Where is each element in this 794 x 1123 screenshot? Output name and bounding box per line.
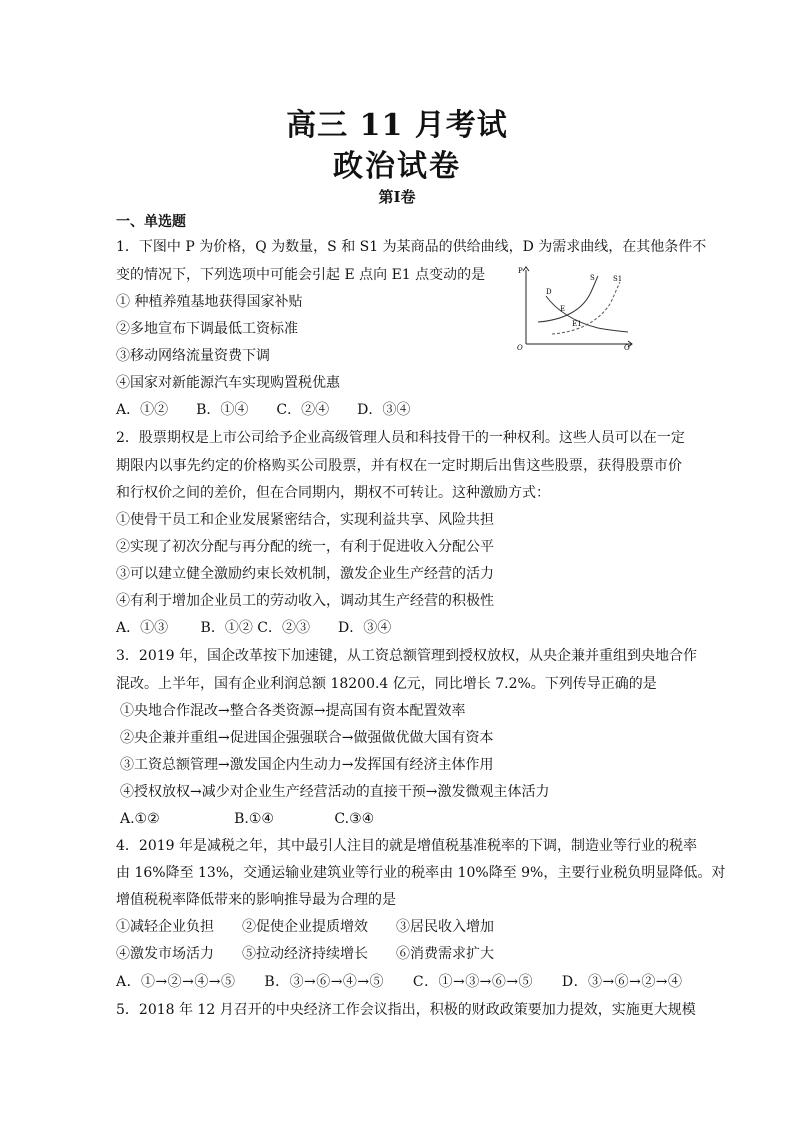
q2-stem-line-3: 和行权价之间的差价，但在合同期内，期权不可转让。这种激励方式：	[116, 485, 550, 501]
exam-title: 高三 11 月考试	[286, 108, 508, 143]
q1-item-3: ③移动网络流量资费下调	[116, 348, 270, 364]
supply-demand-graph	[514, 264, 638, 350]
q2-item-4: ④有利于增加企业员工的劳动收入，调动其生产经营的积极性	[116, 593, 494, 609]
q3-item-2: ②央企兼并重组→促进国企强强联合→做强做优做大国有资本	[120, 730, 494, 746]
q1-stem-line-1: 1．下图中 P 为价格，Q 为数量，S 和 S1 为某商品的供给曲线，D 为需求曲线，在其他条件不	[116, 239, 707, 255]
demand-curve	[546, 296, 628, 332]
q2-options: A．①③ B．①② C．②③ D．③④	[116, 620, 392, 636]
q3-options: A.①② B.①④ C.③④	[120, 811, 375, 827]
q1-stem-line-2: 变的情况下，下列选项中可能会引起 E 点向 E1 点变动的是	[116, 267, 486, 283]
label-e: E	[560, 305, 566, 313]
label-d: D	[546, 288, 552, 296]
label-origin: O	[517, 344, 523, 350]
label-q: Q	[624, 344, 630, 350]
q3-stem-line-1: 3．2019 年，国企改革按下加速键，从工资总额管理到授权放权，从央企兼并重组到央地合作	[116, 648, 697, 664]
q3-stem-line-2: 混改。上半年，国有企业利润总额 18200.4 亿元，同比增长 7.2%。下列传导正确的是	[116, 676, 657, 692]
q2-item-1: ①使骨干员工和企业发展紧密结合，实现利益共享、风险共担	[116, 512, 494, 528]
q4-stem-line-3: 增值税税率降低带来的影响推导最为合理的是	[116, 892, 396, 908]
label-e1: E1	[572, 320, 582, 328]
q5-stem-line-1: 5．2018 年 12 月召开的中央经济工作会议指出，积极的财政政策要加力提效，实施更大规模	[116, 1002, 696, 1018]
q3-item-1: ①央地合作混改→整合各类资源→提高国有资本配置效率	[120, 703, 466, 719]
q2-item-2: ②实现了初次分配与再分配的统一，有利于促进收入分配公平	[116, 539, 494, 555]
q2-stem-line-2: 期限内以事先约定的价格购买公司股票，并有权在一定时期后出售这些股票，获得股票市价	[116, 458, 682, 474]
q1-item-2: ②多地宣布下调最低工资标准	[116, 321, 298, 337]
section-heading: 一、单选题	[116, 214, 186, 230]
q2-stem-line-1: 2．股票期权是上市公司给予企业高级管理人员和科技骨干的一种权利。这些人员可以在一定	[116, 430, 685, 446]
label-p: P	[518, 267, 523, 275]
q4-options: A．①→②→④→⑤ B．③→⑥→④→⑤ C．①→③→⑥→⑤ D．③→⑥→②→④	[116, 974, 682, 990]
q4-items-row-1: ①减轻企业负担 ②促使企业提质增效 ③居民收入增加	[116, 919, 494, 935]
exam-subtitle: 政治试卷	[333, 149, 461, 184]
q2-item-3: ③可以建立健全激励约束长效机制，激发企业生产经营的活力	[116, 566, 494, 582]
q4-stem-line-2: 由 16%降至 13%，交通运输业建筑业等行业的税率由 10%降至 9%，主要行业税负明显降低。对	[116, 865, 726, 881]
q3-item-3: ③工资总额管理→激发国企内生动力→发挥国有经济主体作用	[120, 757, 494, 773]
q4-items-row-2: ④激发市场活力 ⑤拉动经济持续增长 ⑥消费需求扩大	[116, 946, 494, 962]
label-s: S	[590, 274, 595, 282]
q1-item-4: ④国家对新能源汽车实现购置税优惠	[116, 375, 340, 391]
supply-curve-s	[538, 276, 598, 322]
q3-item-4: ④授权放权→减少对企业生产经营活动的直接干预→激发微观主体活力	[120, 784, 550, 800]
q4-stem-line-1: 4．2019 年是减税之年，其中最引人注目的就是增值税基准税率的下调，制造业等行业的税率	[116, 838, 697, 854]
volume-label: 第Ⅰ卷	[378, 188, 416, 206]
q1-options: A．①② B．①④ C．②④ D．③④	[116, 402, 411, 418]
q1-item-1: ① 种植养殖基地获得国家补贴	[116, 294, 303, 310]
label-s1: S1	[613, 275, 623, 283]
